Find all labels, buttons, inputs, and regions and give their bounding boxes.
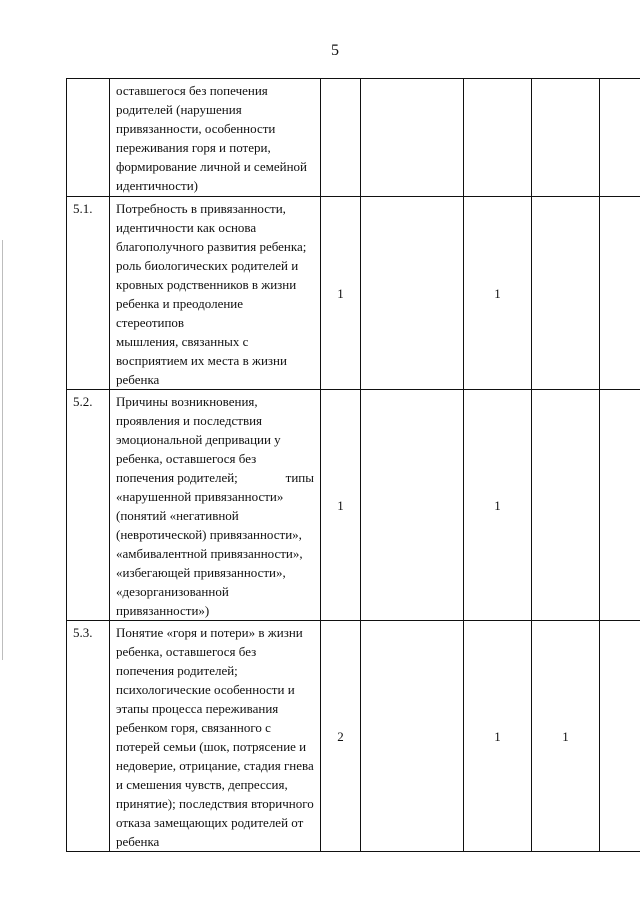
hours-total-cell: 1	[321, 390, 361, 621]
hours-col5-cell	[600, 621, 640, 852]
topic-cell	[110, 79, 321, 197]
topic-line: отказа замещающих родителей от	[116, 815, 304, 830]
topic-line-right: типы	[285, 470, 314, 485]
hours-col5-cell	[600, 197, 640, 390]
hours-total-cell: 1	[321, 197, 361, 390]
row-number-cell: 5.3.	[67, 621, 110, 852]
hours-col5-cell	[600, 390, 640, 621]
topic-line: благополучного развития ребенка;	[116, 239, 307, 254]
topic-line: ребенка, оставшегося без	[116, 644, 257, 659]
hours-total-cell	[321, 79, 361, 197]
table-row	[67, 621, 640, 852]
hours-total-cell: 2	[321, 621, 361, 852]
topic-line: ребенка	[116, 834, 160, 849]
topic-line: ребенка и преодоление стереотипов	[116, 296, 244, 330]
topic-line: Потребность в привязанности,	[116, 201, 286, 216]
topic-line: Причины возникновения,	[116, 394, 258, 409]
topic-line: Понятие «горя и потери» в жизни	[116, 625, 303, 640]
topic-line: попечения родителей;	[116, 663, 238, 678]
table-row	[67, 79, 640, 197]
topic-line-justified	[116, 468, 314, 487]
hours-col3-cell: 1	[464, 390, 532, 621]
topic-line: недоверие, отрицание, стадия гнева	[116, 758, 314, 773]
topic-line: переживания горя и потери,	[116, 140, 271, 155]
row-number-cell: 5.1.	[67, 197, 110, 390]
topic-line: ребенка	[116, 372, 160, 387]
topic-line: привязанности»)	[116, 603, 210, 618]
hours-col4-cell	[532, 390, 600, 621]
topic-line: «дезорганизованной	[116, 584, 229, 599]
hours-col2-cell	[361, 621, 464, 852]
topic-line: ребенка, оставшегося без	[116, 451, 257, 466]
hours-col3-cell: 1	[464, 621, 532, 852]
topic-cell	[110, 197, 321, 390]
topic-line: проявления и последствия	[116, 413, 263, 428]
topic-line: оставшегося без попечения	[116, 83, 268, 98]
hours-col4-cell	[532, 197, 600, 390]
scan-edge-line	[2, 240, 3, 660]
topic-line: мышления, связанных с	[116, 334, 249, 349]
hours-col5-cell	[600, 79, 640, 197]
table-row	[67, 390, 640, 621]
hours-col2-cell	[361, 390, 464, 621]
topic-line: потерей семьи (шок, потрясение и	[116, 739, 307, 754]
topic-line: и смешения чувств, депрессия,	[116, 777, 288, 792]
topic-line: эмоциональной депривации у	[116, 432, 281, 447]
topic-line: восприятием их места в жизни	[116, 353, 287, 368]
topic-line: «нарушенной привязанности»	[116, 489, 284, 504]
hours-col2-cell	[361, 79, 464, 197]
topic-line: кровных родственников в жизни	[116, 277, 297, 292]
hours-col3-cell	[464, 79, 532, 197]
row-number-cell: 5.2.	[67, 390, 110, 621]
topic-line: привязанности, особенности	[116, 121, 276, 136]
table-row	[67, 197, 640, 390]
topic-cell	[110, 390, 321, 621]
row-number-cell	[67, 79, 110, 197]
curriculum-table	[66, 78, 640, 852]
topic-cell	[110, 621, 321, 852]
hours-col3-cell: 1	[464, 197, 532, 390]
topic-line: (невротической) привязанности»,	[116, 527, 302, 542]
topic-line: (понятий «негативной	[116, 508, 239, 523]
topic-line: родителей (нарушения	[116, 102, 242, 117]
topic-line: ребенком горя, связанного с	[116, 720, 271, 735]
topic-line: этапы процесса переживания	[116, 701, 279, 716]
hours-col4-cell: 1	[532, 621, 600, 852]
page-number: 5	[331, 42, 339, 59]
hours-col4-cell	[532, 79, 600, 197]
hours-col2-cell	[361, 197, 464, 390]
topic-line: психологические особенности и	[116, 682, 295, 697]
topic-line: «избегающей привязанности»,	[116, 565, 286, 580]
topic-line: идентичности)	[116, 178, 198, 193]
topic-line: принятие); последствия вторичного	[116, 796, 314, 811]
topic-line: роль биологических родителей и	[116, 258, 299, 273]
topic-line: «амбивалентной привязанности»,	[116, 546, 303, 561]
topic-line: формирование личной и семейной	[116, 159, 308, 174]
topic-line: идентичности как основа	[116, 220, 257, 235]
topic-line-left: попечения родителей;	[116, 470, 238, 485]
